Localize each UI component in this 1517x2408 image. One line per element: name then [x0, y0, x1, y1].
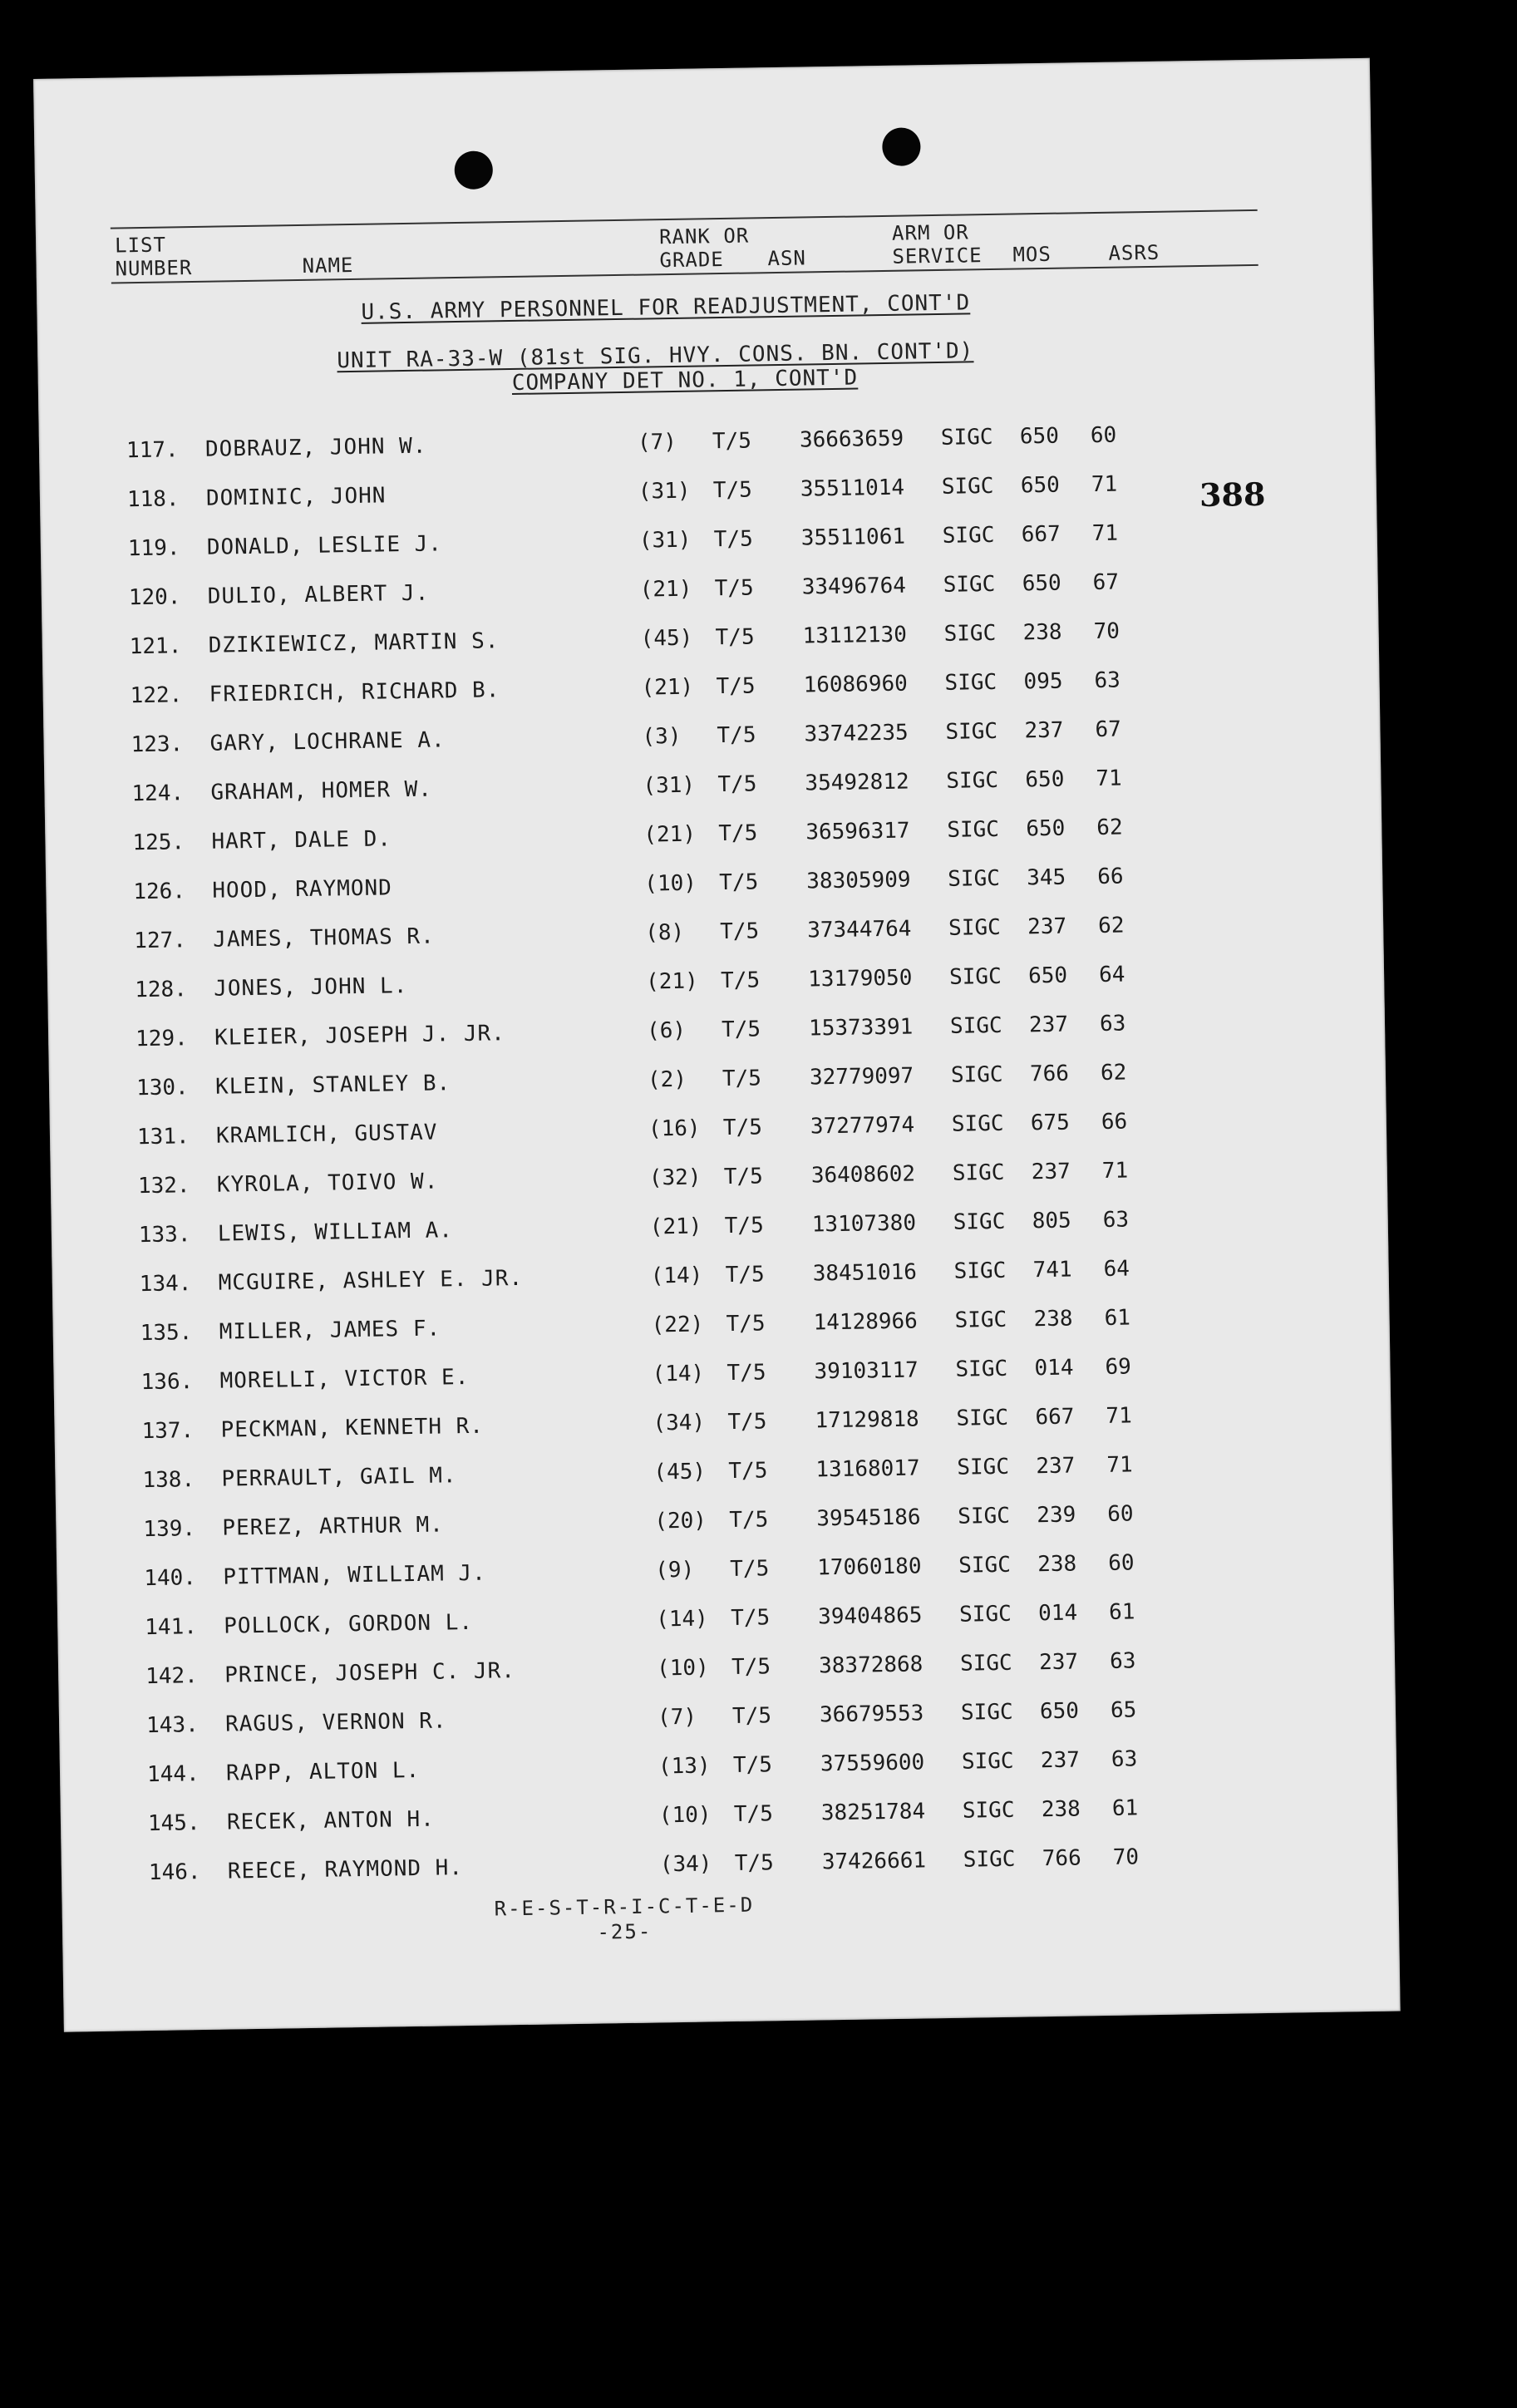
punch-hole-right — [882, 127, 921, 166]
code-number: (34) — [659, 1851, 712, 1878]
code-number: (7) — [657, 1704, 697, 1731]
grade: T/5 — [713, 526, 754, 553]
code-number: (21) — [645, 968, 699, 995]
document-page — [33, 58, 1401, 2032]
code-number: (9) — [655, 1557, 695, 1583]
list-number: 123. — [131, 731, 184, 758]
personnel-name: REECE, RAYMOND H. — [227, 1855, 464, 1884]
grade: T/5 — [731, 1703, 772, 1730]
code-number: (45) — [653, 1459, 707, 1485]
service: SIGC — [962, 1797, 1015, 1824]
rank-label-line2: GRADE — [659, 247, 724, 273]
list-number: 118. — [126, 486, 180, 513]
code-number: (32) — [648, 1165, 702, 1191]
personnel-name: PRINCE, JOSEPH C. JR. — [224, 1658, 516, 1688]
unit-title: UNIT RA-33-W (81st SIG. HVY. CONS. BN. CONT'D) — [337, 338, 974, 374]
personnel-name: HART, DALE D. — [211, 826, 392, 854]
mos: 667 — [1021, 521, 1061, 548]
service: SIGC — [958, 1601, 1012, 1627]
grade: T/5 — [724, 1213, 764, 1239]
asrs: 71 — [1096, 766, 1122, 792]
asrs: 63 — [1111, 1746, 1138, 1772]
asrs: 71 — [1106, 1403, 1132, 1429]
asn: 35492812 — [805, 769, 909, 796]
service: SIGC — [950, 1061, 1003, 1088]
asn: 37277974 — [810, 1112, 915, 1140]
grade: T/5 — [716, 673, 756, 700]
arm-label-line1: ARM OR — [891, 220, 969, 245]
list-number: 117. — [126, 437, 179, 464]
mos: 238 — [1022, 619, 1062, 646]
grade: T/5 — [730, 1605, 771, 1632]
service: SIGC — [944, 669, 997, 696]
personnel-name: RAPP, ALTON L. — [225, 1757, 421, 1786]
asn: 32779097 — [809, 1063, 914, 1091]
grade: T/5 — [720, 968, 761, 994]
asrs: 70 — [1112, 1844, 1140, 1870]
code-number: (20) — [654, 1508, 707, 1534]
col-header-mos: MOS — [1012, 242, 1052, 267]
code-number: (8) — [644, 919, 685, 946]
asn: 33742235 — [804, 720, 909, 747]
asrs: 71 — [1106, 1452, 1133, 1478]
personnel-name: LEWIS, WILLIAM A. — [217, 1218, 454, 1247]
asn: 36663659 — [799, 426, 904, 453]
asrs: 61 — [1111, 1795, 1139, 1821]
list-number: 138. — [142, 1467, 195, 1494]
code-number: (14) — [655, 1606, 709, 1632]
grade: T/5 — [728, 1458, 768, 1485]
code-number: (21) — [641, 674, 694, 701]
service: SIGC — [951, 1110, 1004, 1137]
service: SIGC — [953, 1258, 1007, 1284]
personnel-name: DOMINIC, JOHN — [205, 483, 387, 511]
asn: 37559600 — [820, 1750, 925, 1777]
col-header-rank — [659, 224, 750, 272]
asn: 36408602 — [810, 1161, 916, 1189]
code-number: (10) — [644, 870, 697, 897]
classification-marking: R-E-S-T-R-I-C-T-E-D — [494, 1893, 755, 1921]
personnel-list — [39, 407, 1399, 1899]
asrs: 66 — [1101, 1109, 1128, 1135]
mos: 805 — [1032, 1208, 1071, 1234]
asn: 39545186 — [816, 1504, 921, 1532]
asrs: 71 — [1101, 1158, 1129, 1184]
code-number: (22) — [651, 1312, 704, 1338]
list-number: 130. — [135, 1075, 189, 1101]
list-number: 132. — [137, 1173, 190, 1199]
asrs: 63 — [1099, 1011, 1126, 1037]
asrs: 65 — [1110, 1697, 1137, 1723]
list-number: 140. — [144, 1565, 197, 1592]
mos: 237 — [1038, 1649, 1079, 1676]
asn: 38251784 — [820, 1799, 926, 1826]
mos: 650 — [1019, 423, 1060, 450]
personnel-name: RECEK, ANTON H. — [226, 1806, 435, 1835]
asn: 37344764 — [806, 916, 912, 943]
asrs: 71 — [1091, 520, 1119, 547]
service: SIGC — [963, 1846, 1016, 1873]
list-number: 121. — [129, 633, 182, 660]
service: SIGC — [949, 1012, 1002, 1039]
mos: 014 — [1037, 1600, 1078, 1627]
list-number: 145. — [147, 1810, 200, 1837]
personnel-name: PEREZ, ARTHUR M. — [222, 1512, 445, 1541]
mos: 237 — [1031, 1159, 1071, 1185]
asn: 15373391 — [808, 1014, 914, 1041]
asn: 14128966 — [813, 1308, 919, 1336]
list-number: 125. — [132, 830, 185, 856]
mos: 766 — [1029, 1061, 1070, 1087]
grade: T/5 — [729, 1507, 769, 1534]
list-number: 134. — [139, 1271, 192, 1298]
service: SIGC — [960, 1699, 1013, 1726]
code-number: (21) — [643, 821, 697, 848]
personnel-name: KYROLA, TOIVO W. — [216, 1169, 439, 1198]
mos: 667 — [1035, 1404, 1075, 1431]
grade: T/5 — [718, 820, 758, 847]
personnel-name: MILLER, JAMES F. — [219, 1316, 441, 1345]
asrs: 63 — [1109, 1648, 1136, 1674]
punch-hole-left — [454, 150, 493, 190]
service: SIGC — [961, 1748, 1014, 1775]
personnel-name: KLEIN, STANLEY B. — [214, 1071, 451, 1100]
asrs: 64 — [1098, 962, 1125, 987]
code-number: (2) — [647, 1066, 687, 1093]
personnel-name: KRAMLICH, GUSTAV — [215, 1120, 438, 1149]
code-number: (31) — [638, 478, 691, 505]
col-header-asn: ASN — [767, 246, 807, 271]
asrs: 62 — [1100, 1060, 1127, 1086]
personnel-name: FRIEDRICH, RICHARD B. — [209, 677, 500, 707]
code-number: (6) — [646, 1017, 687, 1044]
mos: 675 — [1030, 1110, 1071, 1136]
grade: T/5 — [731, 1654, 771, 1681]
personnel-name: JAMES, THOMAS R. — [213, 923, 435, 953]
grade: T/5 — [712, 428, 752, 455]
list-number: 146. — [148, 1859, 201, 1886]
grade: T/5 — [717, 771, 757, 798]
list-number: 131. — [136, 1124, 190, 1150]
code-number: (31) — [638, 527, 692, 554]
mos: 650 — [1039, 1698, 1080, 1725]
personnel-name: MCGUIRE, ASHLEY E. JR. — [218, 1265, 524, 1296]
code-number: (45) — [640, 625, 693, 652]
asn: 38372868 — [818, 1652, 923, 1679]
personnel-name: PITTMAN, WILLIAM J. — [223, 1560, 486, 1590]
asrs: 60 — [1090, 422, 1117, 449]
asn: 13112130 — [802, 622, 908, 649]
asn: 39404865 — [817, 1603, 923, 1630]
list-number: 135. — [140, 1320, 193, 1347]
mos: 650 — [1025, 766, 1065, 793]
col-header-list-number — [115, 233, 193, 280]
list-number: 127. — [134, 928, 187, 954]
grade: T/5 — [723, 1164, 764, 1190]
service: SIGC — [955, 1356, 1008, 1382]
mos: 014 — [1034, 1355, 1074, 1381]
service: SIGC — [952, 1160, 1005, 1186]
mos: 741 — [1032, 1257, 1072, 1283]
service: SIGC — [954, 1307, 1007, 1333]
list-number: 141. — [145, 1614, 198, 1641]
asn: 38305909 — [806, 867, 911, 894]
service: SIGC — [943, 571, 996, 598]
code-number: (10) — [656, 1655, 709, 1682]
asrs: 69 — [1105, 1354, 1132, 1380]
mos: 650 — [1026, 815, 1066, 842]
asrs: 61 — [1104, 1305, 1131, 1331]
grade: T/5 — [722, 1115, 763, 1141]
mos: 650 — [1027, 963, 1068, 989]
service: SIGC — [941, 473, 994, 500]
document-title: U.S. ARMY PERSONNEL FOR READJUSTMENT, CONT'D — [361, 290, 971, 325]
service: SIGC — [959, 1650, 1012, 1677]
asrs: 61 — [1108, 1599, 1135, 1625]
personnel-name: GARY, LOCHRANE A. — [209, 727, 446, 756]
personnel-name: RAGUS, VERNON R. — [224, 1708, 447, 1737]
personnel-name: DONALD, LESLIE J. — [206, 531, 443, 560]
mos: 238 — [1037, 1551, 1077, 1578]
list-number: 139. — [143, 1516, 196, 1543]
grade: T/5 — [715, 624, 755, 651]
page-stamp-number: 388 — [1199, 475, 1266, 515]
list-number: 124. — [131, 781, 185, 807]
list-number: 128. — [134, 977, 188, 1003]
personnel-name: DOBRAUZ, JOHN W. — [204, 433, 427, 462]
grade: T/5 — [721, 1017, 761, 1043]
personnel-name: KLEIER, JOSEPH J. JR. — [214, 1021, 506, 1051]
asrs: 60 — [1107, 1501, 1134, 1527]
rank-label-line1: RANK OR — [658, 224, 750, 249]
grade: T/5 — [732, 1752, 773, 1779]
list-number: 120. — [128, 584, 181, 611]
personnel-name: JONES, JOHN L. — [213, 973, 408, 1002]
col-header-asrs: ASRS — [1108, 240, 1160, 265]
asn: 39103117 — [814, 1357, 919, 1385]
asn: 13107380 — [811, 1210, 917, 1238]
list-number: 142. — [145, 1663, 199, 1690]
asrs: 67 — [1095, 716, 1122, 743]
grade: T/5 — [727, 1409, 767, 1435]
mos: 766 — [1042, 1845, 1081, 1872]
asrs: 71 — [1091, 471, 1118, 498]
code-number: (34) — [653, 1410, 706, 1436]
asrs: 67 — [1092, 569, 1120, 596]
service: SIGC — [943, 620, 997, 647]
grade: T/5 — [722, 1066, 762, 1092]
mos: 650 — [1022, 570, 1061, 597]
service: SIGC — [947, 816, 1000, 843]
service: SIGC — [946, 767, 999, 794]
personnel-name: GRAHAM, HOMER W. — [210, 776, 433, 805]
grade: T/5 — [730, 1556, 770, 1583]
grade: T/5 — [726, 1360, 766, 1386]
code-number: (3) — [642, 723, 682, 750]
asrs: 60 — [1107, 1550, 1135, 1576]
asrs: 64 — [1103, 1256, 1130, 1282]
service: SIGC — [957, 1454, 1010, 1480]
page-number: -25- — [597, 1919, 653, 1944]
code-number: (21) — [639, 576, 692, 603]
code-number: (7) — [637, 429, 677, 456]
asn: 37426661 — [821, 1848, 927, 1875]
asn: 36679553 — [819, 1701, 924, 1728]
list-number: 133. — [138, 1222, 191, 1248]
personnel-name: POLLOCK, GORDON L. — [224, 1609, 474, 1639]
page-footer — [494, 1893, 754, 1947]
list-number: 144. — [146, 1761, 199, 1788]
asrs: 62 — [1097, 913, 1125, 939]
service: SIGC — [956, 1405, 1009, 1431]
mos: 237 — [1024, 717, 1064, 744]
company-title: COMPANY DET NO. 1, CONT'D — [511, 365, 859, 396]
code-number: (10) — [658, 1802, 712, 1829]
grade: T/5 — [714, 575, 754, 602]
grade: T/5 — [712, 477, 753, 504]
service: SIGC — [948, 865, 1001, 892]
grade: T/5 — [726, 1311, 766, 1337]
list-number: 119. — [127, 535, 180, 562]
asn: 35511014 — [800, 475, 905, 502]
mos: 239 — [1037, 1502, 1076, 1529]
service: SIGC — [953, 1209, 1006, 1235]
mos: 237 — [1028, 1012, 1069, 1038]
personnel-name: HOOD, RAYMOND — [212, 875, 393, 904]
code-number: (14) — [652, 1361, 705, 1387]
mos: 650 — [1020, 472, 1061, 499]
asrs: 66 — [1097, 864, 1124, 890]
list-number: 122. — [130, 682, 183, 709]
asn: 38451016 — [812, 1259, 918, 1287]
asn: 17060180 — [817, 1554, 922, 1581]
service: SIGC — [948, 914, 1002, 941]
asn: 13168017 — [815, 1455, 920, 1483]
asn: 17129818 — [815, 1406, 919, 1434]
mos: 095 — [1023, 668, 1063, 695]
asn: 13179050 — [807, 965, 913, 992]
grade: T/5 — [734, 1850, 775, 1877]
list-number: 143. — [145, 1712, 199, 1739]
service: SIGC — [958, 1552, 1012, 1578]
service: SIGC — [958, 1503, 1011, 1529]
service: SIGC — [945, 718, 998, 745]
list-number: 137. — [141, 1418, 195, 1445]
col-header-name: NAME — [302, 253, 354, 278]
mos: 238 — [1033, 1306, 1073, 1332]
grade: T/5 — [725, 1262, 765, 1288]
list-label-line2: NUMBER — [115, 256, 193, 281]
arm-label-line2: SERVICE — [892, 244, 983, 268]
list-label-line1: LIST — [114, 233, 167, 258]
service: SIGC — [942, 522, 995, 549]
asn: 35511061 — [800, 524, 906, 551]
mos: 238 — [1041, 1796, 1081, 1823]
personnel-name: MORELLI, VICTOR E. — [219, 1364, 470, 1394]
grade: T/5 — [719, 918, 760, 945]
mos: 345 — [1027, 864, 1066, 891]
code-number: (14) — [650, 1263, 703, 1289]
personnel-name: DZIKIEWICZ, MARTIN S. — [208, 628, 500, 658]
service: SIGC — [940, 424, 993, 451]
service: SIGC — [948, 963, 1002, 990]
asrs: 63 — [1094, 667, 1121, 694]
personnel-name: DULIO, ALBERT J. — [207, 580, 430, 609]
list-number: 136. — [140, 1369, 194, 1396]
personnel-name: PECKMAN, KENNETH R. — [220, 1413, 485, 1443]
mos: 237 — [1036, 1453, 1076, 1480]
grade: T/5 — [733, 1801, 774, 1828]
asrs: 63 — [1102, 1207, 1130, 1233]
grade: T/5 — [717, 722, 756, 749]
list-number: 129. — [135, 1026, 189, 1052]
asn: 16086960 — [803, 671, 909, 698]
code-number: (16) — [648, 1115, 701, 1142]
personnel-name: PERRAULT, GAIL M. — [221, 1463, 457, 1492]
asrs: 70 — [1093, 618, 1121, 645]
list-number: 126. — [133, 879, 186, 905]
code-number: (31) — [643, 772, 696, 799]
asn: 36596317 — [805, 818, 910, 845]
code-number: (13) — [658, 1753, 711, 1780]
asn: 33496764 — [801, 573, 907, 600]
asrs: 62 — [1096, 815, 1123, 841]
col-header-arm — [892, 220, 983, 268]
mos: 237 — [1027, 913, 1067, 940]
mos: 237 — [1040, 1747, 1081, 1774]
code-number: (21) — [649, 1214, 702, 1240]
grade: T/5 — [719, 869, 759, 896]
